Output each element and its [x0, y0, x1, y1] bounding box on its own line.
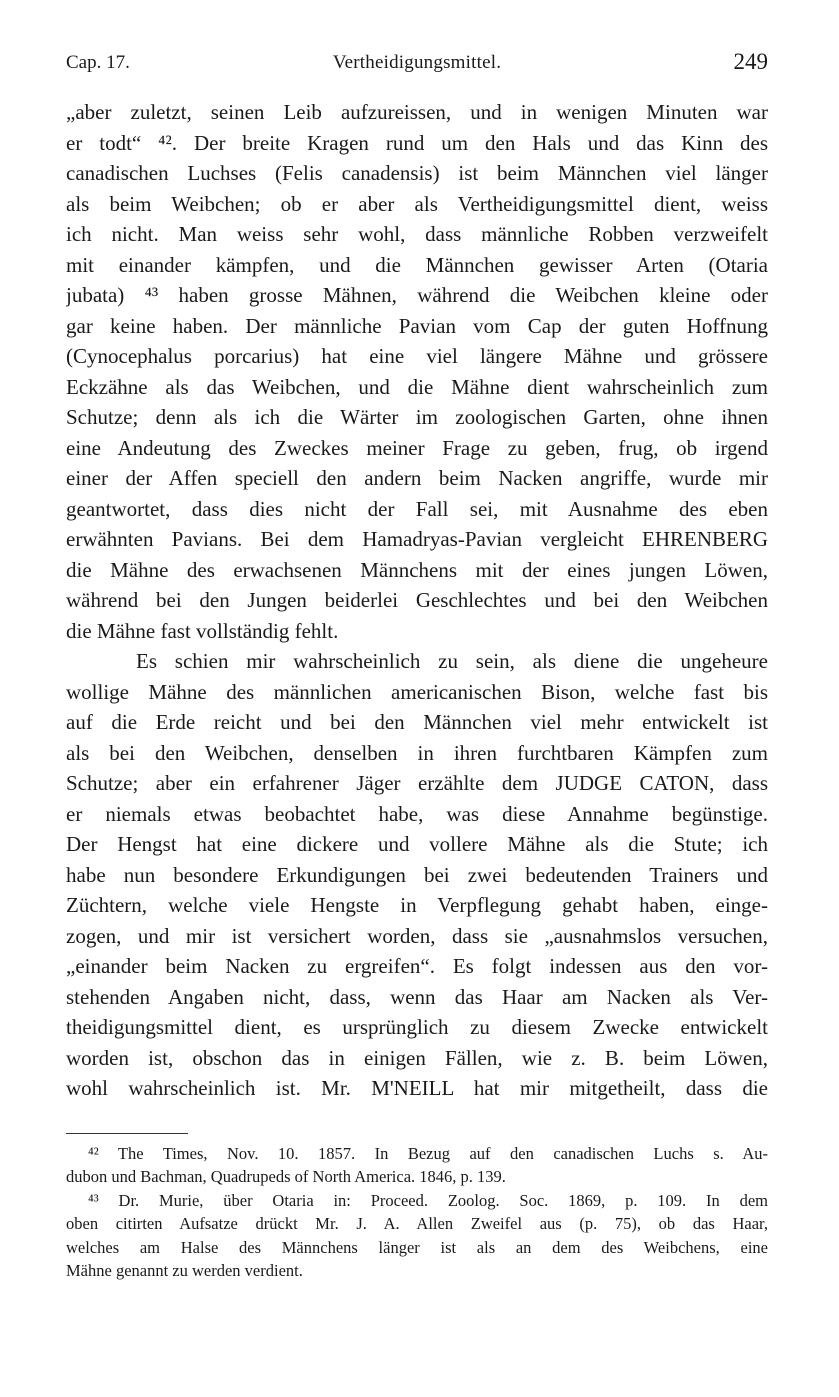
text-line: zogen, und mir ist versichert worden, dass sie „ausnahmslos versuchen,: [66, 923, 768, 948]
footnote-line: dubon und Bachman, Quadrupeds of North America. 1846, p. 139.: [66, 1167, 506, 1187]
text-line: Eckzähne als das Weibchen, und die Mähne dient wahrscheinlich zum: [66, 374, 768, 399]
text-line: Züchtern, welche viele Hengste in Verpflegung gehabt haben, einge-: [66, 893, 768, 917]
footnote-line: Mähne genannt zu werden verdient.: [66, 1260, 303, 1280]
text-line: stehenden Angaben nicht, dass, wenn das Haar am Nacken als Ver-: [66, 984, 768, 1009]
running-header: [66, 49, 768, 80]
text-line: Schutze; aber ein erfahrener Jäger erzählte dem JUDGE CATON, dass: [66, 771, 768, 795]
text-line: canadischen Luchses (Felis canadensis) ist beim Männchen viel länger: [66, 161, 768, 185]
text-line: ich nicht. Man weiss sehr wohl, dass männliche Robben verzweifelt: [66, 222, 768, 246]
text-line: theidigungsmittel dient, es ursprünglich zu diesem Zwecke entwickelt: [66, 1015, 768, 1039]
text-line: gar keine haben. Der männliche Pavian vom Cap der guten Hoffnung: [66, 313, 768, 338]
text-line: „aber zuletzt, seinen Leib aufzureissen, und in wenigen Minuten war: [66, 100, 768, 124]
text-line: während bei den Jungen beiderlei Geschlechtes und bei den Weibchen: [66, 588, 768, 612]
text-line: Der Hengst hat eine dickere und vollere Mähne als die Stute; ich: [66, 832, 768, 856]
text-line: „einander beim Nacken zu ergreifen“. Es folgt indessen aus den vor-: [66, 954, 768, 978]
running-title: Vertheidigungsmittel.: [332, 52, 502, 73]
text-line: Schutze; denn als ich die Wärter im zoologischen Garten, ohne ihnen: [66, 405, 768, 429]
text-line: die Mähne fast vollständig fehlt.: [66, 618, 339, 643]
text-line: (Cynocephalus porcarius) hat eine viel längere Mähne und grössere: [66, 344, 768, 368]
footnote-line: ⁴³ Dr. Murie, über Otaria in: Proceed. Zoolog. Soc. 1869, p. 109. In dem: [88, 1190, 768, 1210]
main-text: [66, 97, 768, 1104]
text-line: eine Andeutung des Zweckes meiner Frage zu geben, frug, ob irgend: [66, 435, 768, 460]
text-line: als beim Weibchen; ob er aber als Vertheidigungsmittel dient, weiss: [66, 191, 768, 216]
text-line: auf die Erde reicht und bei den Männchen viel mehr entwickelt ist: [66, 710, 768, 734]
footnotes: [66, 1142, 768, 1282]
text-line: Es schien mir wahrscheinlich zu sein, als diene die ungeheure: [136, 649, 768, 673]
text-line: habe nun besondere Erkundigungen bei zwei bedeutenden Trainers und: [66, 862, 768, 887]
footnote-line: welches am Halse des Männchens länger ist als an dem des Weibchens, eine: [66, 1237, 768, 1257]
text-line: erwähnten Pavians. Bei dem Hamadryas-Pavian vergleicht EHRENBERG: [66, 527, 768, 551]
text-line: worden ist, obschon das in einigen Fällen, wie z. B. beim Löwen,: [66, 1045, 768, 1070]
footnote-line: oben citirten Aufsatze drückt Mr. J. A. Allen Zweifel aus (p. 75), ob das Haar,: [66, 1214, 768, 1234]
text-line: er niemals etwas beobachtet habe, was diese Annahme begünstige.: [66, 801, 768, 826]
footnote-divider: [66, 1133, 188, 1134]
text-line: als bei den Weibchen, denselben in ihren furchtbaren Kämpfen zum: [66, 740, 768, 765]
text-line: wollige Mähne des männlichen americanischen Bison, welche fast bis: [66, 679, 768, 704]
footnote-line: ⁴² The Times, Nov. 10. 1857. In Bezug auf den canadischen Luchs s. Au-: [88, 1144, 768, 1163]
page-number: 249: [733, 49, 768, 74]
text-line: geantwortet, dass dies nicht der Fall sei, mit Ausnahme des eben: [66, 496, 768, 521]
text-line: mit einander kämpfen, und die Männchen gewisser Arten (Otaria: [66, 252, 768, 277]
text-line: wohl wahrscheinlich ist. Mr. M'NEILL hat mir mitgetheilt, dass die: [66, 1076, 768, 1100]
text-line: er todt“ ⁴². Der breite Kragen rund um den Hals und das Kinn des: [66, 130, 768, 155]
text-line: jubata) ⁴³ haben grosse Mähnen, während die Weibchen kleine oder: [66, 283, 768, 307]
chapter-label: Cap. 17.: [66, 52, 130, 73]
text-line: einer der Affen speciell den andern beim Nacken angriffe, wurde mir: [66, 466, 768, 490]
text-line: die Mähne des erwachsenen Männchens mit der eines jungen Löwen,: [66, 557, 768, 582]
